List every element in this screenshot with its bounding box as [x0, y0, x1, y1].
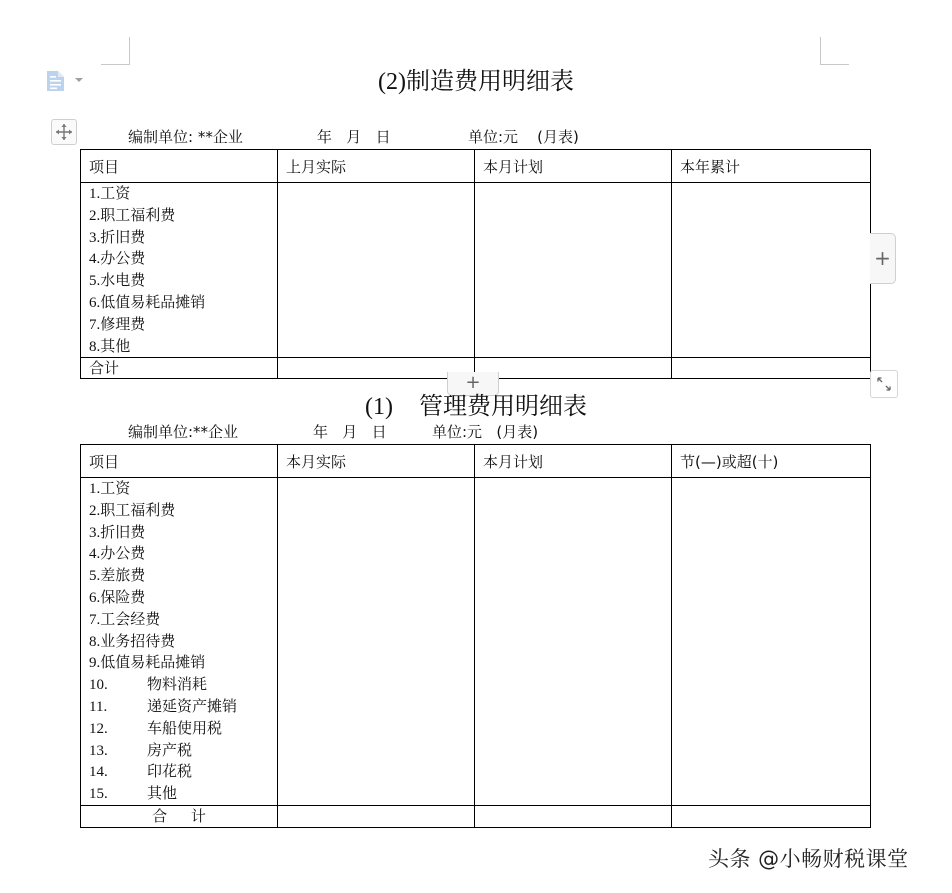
admin-expense-table: [80, 444, 871, 828]
list-item: 10. 物料消耗: [89, 675, 208, 694]
header-cell[interactable]: 项目: [81, 150, 278, 183]
list-item: 3.折旧费: [89, 227, 146, 246]
list-item: 14. 印花税: [89, 762, 193, 781]
list-item: 6.保险费: [89, 587, 146, 606]
title-number: (1): [365, 394, 393, 420]
list-item: 5.差旅费: [89, 566, 146, 585]
table-body-row: [81, 478, 871, 806]
total-value-cell[interactable]: [475, 358, 672, 379]
value-cell[interactable]: [672, 478, 871, 806]
date-label: 年 月 日: [313, 423, 387, 441]
list-item: 6.低值易耗品摊销: [89, 292, 206, 311]
add-column-button[interactable]: +: [870, 233, 896, 284]
item-list-cell[interactable]: [81, 478, 278, 806]
list-item: 2.职工福利费: [89, 500, 176, 519]
value-cell[interactable]: [672, 183, 871, 358]
total-value-cell[interactable]: [278, 358, 475, 379]
currency-unit-label: 单位:元 (月表): [468, 128, 579, 146]
value-cell[interactable]: [475, 478, 672, 806]
list-item: 1.工资: [89, 184, 131, 202]
page-corner-mark-right: [820, 37, 849, 65]
move-icon: [55, 123, 73, 141]
total-value-cell[interactable]: [672, 358, 871, 379]
header-cell[interactable]: 本月计划: [475, 150, 672, 183]
list-item: 15. 其他: [89, 784, 178, 803]
title-number: (2): [378, 69, 406, 95]
currency-unit-label: 单位:元 (月表): [432, 423, 539, 441]
admin-expense-title: [0, 391, 952, 422]
table-total-row: [81, 805, 871, 827]
title-text: 制造费用明细表: [405, 67, 574, 95]
compiling-unit-label: 编制单位:**企业: [128, 423, 239, 441]
header-cell[interactable]: 本月实际: [278, 445, 475, 478]
title-text: 管理费用明细表: [418, 392, 587, 420]
date-label: 年 月 日: [317, 128, 391, 146]
item-list-cell[interactable]: [81, 183, 278, 358]
value-cell[interactable]: [278, 183, 475, 358]
add-row-button[interactable]: +: [447, 372, 499, 396]
list-item: 13. 房产税: [89, 740, 193, 759]
table-header-row: [81, 445, 871, 478]
list-item: 12. 车船使用税: [89, 718, 223, 737]
list-item: 11. 递延资产摊销: [89, 696, 238, 715]
total-value-cell[interactable]: [672, 805, 871, 827]
list-item: 5.水电费: [89, 271, 146, 290]
manufacturing-expense-title: [0, 66, 952, 97]
total-label-cell[interactable]: 合计: [81, 358, 278, 379]
list-item: 4.办公费: [89, 249, 146, 268]
list-item: 8.其他: [89, 336, 131, 355]
table-body-row: [81, 183, 871, 358]
value-cell[interactable]: [475, 183, 672, 358]
table-header-row: [81, 150, 871, 183]
list-item: 1.工资: [89, 479, 131, 497]
header-cell[interactable]: 项目: [81, 445, 278, 478]
list-item: 4.办公费: [89, 544, 146, 563]
list-item: 7.修理费: [89, 314, 146, 333]
header-cell[interactable]: 节(—)或超(十): [672, 445, 871, 478]
total-value-cell[interactable]: [475, 805, 672, 827]
compiling-unit-label: 编制单位: **企业: [128, 128, 243, 146]
header-cell[interactable]: 本月计划: [475, 445, 672, 478]
manufacturing-expense-table: [80, 149, 871, 379]
header-cell[interactable]: 本年累计: [672, 150, 871, 183]
list-item: 9.低值易耗品摊销: [89, 653, 206, 672]
total-label-cell[interactable]: 合 计: [81, 805, 278, 827]
list-item: 7.工会经费: [89, 609, 161, 628]
list-item: 3.折旧费: [89, 522, 146, 541]
table-move-handle[interactable]: [51, 119, 77, 145]
value-cell[interactable]: [278, 478, 475, 806]
page-corner-mark-left: [101, 37, 130, 65]
header-cell[interactable]: 上月实际: [278, 150, 475, 183]
list-item: 2.职工福利费: [89, 205, 176, 224]
total-value-cell[interactable]: [278, 805, 475, 827]
list-item: 8.业务招待费: [89, 631, 176, 650]
watermark-text: 头条 @小畅财税课堂: [708, 847, 909, 871]
